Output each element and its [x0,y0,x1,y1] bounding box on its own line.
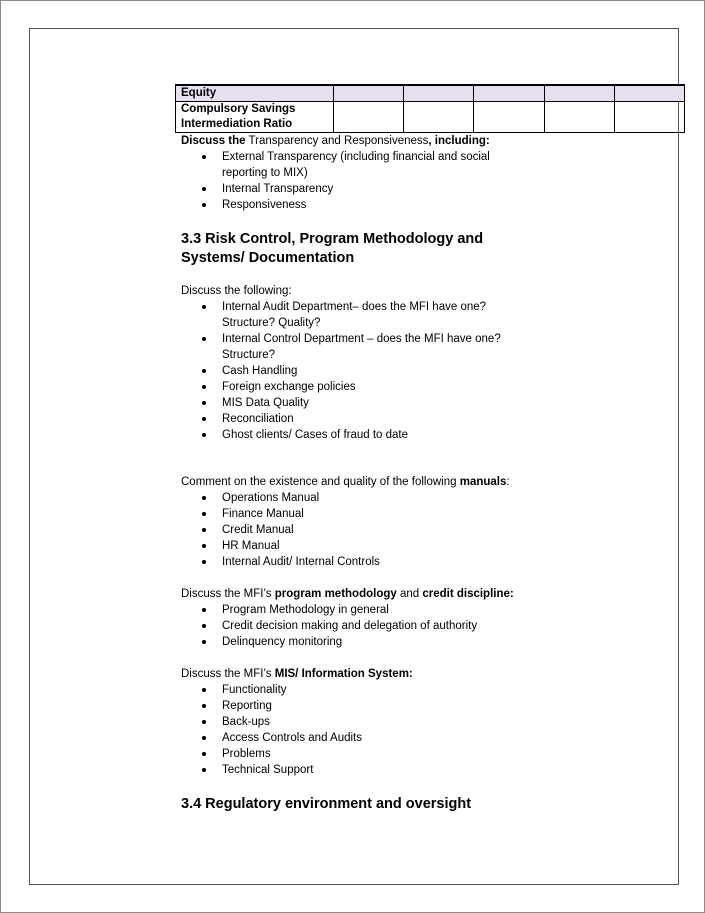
list-item: Problems [222,746,686,762]
risk-control-block [181,283,686,443]
table-cell [614,102,684,133]
table-cell [544,102,614,133]
list-item: Credit decision making and delegation of authority [222,618,686,634]
methodology-list [181,602,686,650]
table-cell [404,102,474,133]
section-heading-line: 3.3 Risk Control, Program Methodology and [181,231,484,247]
methodology-intro: Discuss the MFI’s program methodology and credit discipline: [181,588,514,600]
list-item: Functionality [222,682,686,698]
manuals-list [181,490,686,570]
table-cell [544,85,614,102]
methodology-block [181,586,686,650]
list-item: Credit Manual [222,522,686,538]
list-item: Responsiveness [222,197,512,213]
table-label-line: Compulsory Savings [181,103,296,115]
list-item: Operations Manual [222,490,686,506]
list-item: HR Manual [222,538,686,554]
risk-control-list [181,299,522,443]
list-item: Internal Control Department – does the MFI have one? Structure? [222,331,522,363]
list-item: Internal Audit/ Internal Controls [222,554,686,570]
list-item: Internal Transparency [222,181,512,197]
section-heading-line: 3.4 Regulatory environment and oversight [181,796,472,812]
mis-intro: Discuss the MFI’s MIS/ Information System: [181,668,413,680]
ratios-table [175,84,685,133]
list-item: Foreign exchange policies [222,379,522,395]
list-item: Cash Handling [222,363,522,379]
table-cell [474,85,544,102]
list-item: Finance Manual [222,506,686,522]
section-3-3-heading [181,230,686,268]
list-item: Internal Audit Department– does the MFI have one? Structure? Quality? [222,299,522,331]
section-3-4-heading [181,795,686,814]
table-row-equity [176,85,685,102]
list-item: Program Methodology in general [222,602,686,618]
mis-list [181,682,686,778]
list-item: MIS Data Quality [222,395,522,411]
mis-block [181,666,686,778]
list-item: Ghost clients/ Cases of fraud to date [222,427,522,443]
table-row-compulsory-savings [176,102,685,133]
manuals-block [181,474,686,570]
table-label-line: Intermediation Ratio [181,118,293,130]
list-item: Back-ups [222,714,686,730]
manuals-intro: Comment on the existence and quality of the following manuals: [181,476,510,488]
list-item: External Transparency (including financial and social reporting to MIX) [222,149,512,181]
list-item: Reporting [222,698,686,714]
list-item: Technical Support [222,762,686,778]
transparency-list [181,149,512,213]
table-cell [474,102,544,133]
table-cell-equity-label: Equity [176,85,334,102]
list-item: Reconciliation [222,411,522,427]
following-intro: Discuss the following: [181,285,292,297]
table-cell [614,85,684,102]
table-cell [404,85,474,102]
transparency-intro: Discuss the Transparency and Responsiveness, including: [181,135,490,147]
list-item: Access Controls and Audits [222,730,686,746]
table-cell [334,102,404,133]
section-heading-line: Systems/ Documentation [181,250,355,266]
list-item: Delinquency monitoring [222,634,686,650]
table-cell [334,85,404,102]
transparency-block [181,133,686,213]
table-cell-compulsory-savings-label [176,102,334,133]
